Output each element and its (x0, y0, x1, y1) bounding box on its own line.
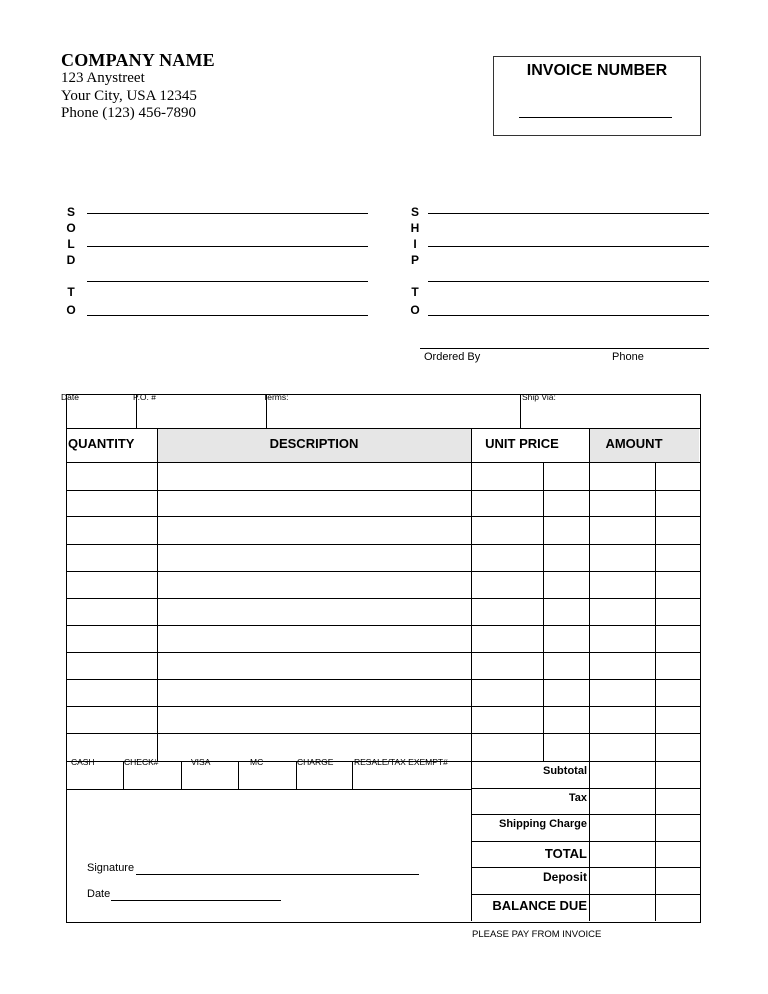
amount-header: AMOUNT (605, 436, 663, 451)
row-line (66, 544, 700, 545)
ship-letter: I (413, 237, 417, 251)
col-line (589, 428, 590, 921)
sold-to-line[interactable] (87, 281, 368, 282)
ship-letter: T (411, 285, 419, 299)
ship-letter: P (410, 253, 419, 267)
payment-divider (352, 761, 353, 789)
footer-note: PLEASE PAY FROM INVOICE (472, 929, 602, 940)
company-phone: Phone (123) 456-7890 (61, 105, 196, 121)
company-city: Your City, USA 12345 (61, 88, 197, 104)
row-line (66, 733, 700, 734)
row-line (66, 516, 700, 517)
ship-via-field-label: Ship Via: (522, 392, 556, 402)
sold-letter: O (66, 303, 76, 317)
ship-letter: O (410, 303, 420, 317)
info-divider (520, 394, 521, 429)
visa-label: VISA (191, 757, 211, 767)
ship-to-line[interactable] (428, 281, 709, 282)
deposit-label: Deposit (542, 870, 587, 884)
ordered-by-line[interactable] (420, 348, 709, 349)
description-header: DESCRIPTION (269, 436, 359, 451)
payment-divider (238, 761, 239, 789)
row-line (66, 571, 700, 572)
col-line (157, 428, 158, 761)
signature-date-label: Date (87, 888, 111, 900)
po-field-label: P.O. # (133, 392, 156, 402)
total-label: TOTAL (544, 846, 587, 861)
row-line (66, 625, 700, 626)
row-line (66, 652, 700, 653)
row-line (66, 490, 700, 491)
ship-letter: S (410, 205, 419, 219)
row-line (66, 679, 700, 680)
totals-line (471, 788, 700, 789)
invoice-number-title: INVOICE NUMBER (526, 62, 668, 79)
row-line (471, 761, 700, 762)
signature-label: Signature (87, 862, 135, 874)
totals-line (471, 814, 700, 815)
row-line (66, 598, 700, 599)
check-label: CHECK# (124, 757, 159, 767)
signature-line[interactable] (136, 874, 419, 875)
sold-letter: D (66, 253, 76, 267)
sold-letter: T (67, 285, 75, 299)
ship-letter: H (410, 221, 420, 235)
row-line (66, 462, 700, 463)
sold-letter: L (67, 237, 75, 251)
invoice-number-line[interactable] (519, 117, 672, 118)
totals-line (471, 867, 700, 868)
mc-label: MC (250, 757, 264, 767)
items-table (66, 428, 701, 923)
ship-to-line[interactable] (428, 315, 709, 316)
tax-label: Tax (568, 792, 587, 804)
sold-to-line[interactable] (87, 315, 368, 316)
company-street: 123 Anystreet (61, 70, 145, 86)
subtotal-label: Subtotal (543, 765, 587, 777)
date-field-label: Date (61, 392, 79, 402)
signature-date-line[interactable] (111, 900, 281, 901)
col-line (655, 462, 656, 921)
sold-to-line[interactable] (87, 246, 368, 247)
phone-label: Phone (612, 351, 644, 363)
terms-field-label: Terms: (263, 392, 289, 402)
cash-label: CASH (71, 757, 95, 767)
unit-price-header: UNIT PRICE (485, 436, 559, 451)
totals-line (471, 894, 700, 895)
shipping-charge-label: Shipping Charge (499, 818, 587, 830)
col-line (543, 462, 544, 761)
quantity-header: QUANTITY (68, 436, 135, 451)
sold-to-line[interactable] (87, 213, 368, 214)
balance-due-label: BALANCE DUE (492, 898, 587, 913)
invoice-number-box (493, 56, 701, 136)
sold-letter: O (66, 221, 76, 235)
info-row (66, 394, 701, 429)
payment-divider (181, 761, 182, 789)
ship-to-line[interactable] (428, 246, 709, 247)
charge-label: CHARGE (297, 757, 334, 767)
totals-line (471, 841, 700, 842)
sold-letter: S (66, 205, 75, 219)
ordered-by-label: Ordered By (424, 351, 481, 363)
resale-label: RESALE/TAX EXEMPT# (354, 757, 448, 767)
payment-row-bottom (66, 789, 471, 790)
ship-to-line[interactable] (428, 213, 709, 214)
company-name: COMPANY NAME (61, 50, 215, 70)
row-line (66, 706, 700, 707)
